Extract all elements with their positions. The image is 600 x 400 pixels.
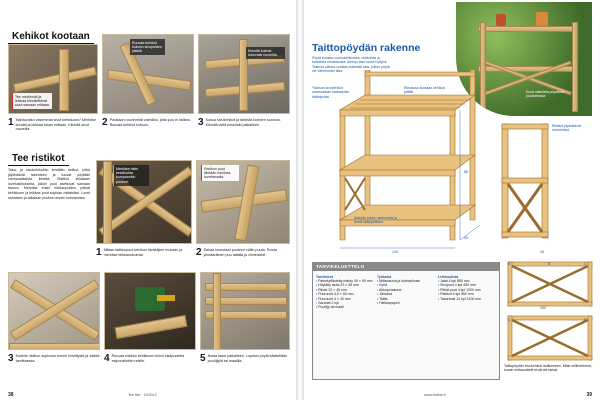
note-3: Ristikot jäykistävät sivukehikot. — [552, 124, 581, 133]
list-item: • Kynä — [377, 283, 435, 287]
list-item: • Akkuporakone — [377, 288, 435, 292]
diagram-title: Taittopöydän rakenne — [312, 42, 421, 54]
label-a: A — [508, 262, 511, 266]
list-item: • Sivupuut 4 kpl 450 mm — [438, 283, 498, 287]
dim-side-width: 45 — [540, 250, 544, 254]
materials-head: Tarvikkeet — [316, 274, 334, 279]
step-text: Nosta tasot paikalleen. Lopuksi pöytä käsitellään puuöljyllä tai maalilla. — [207, 354, 288, 363]
intro-text: Pöytä koostuu runkokehikoista, ristikoista ja kahdesta rimatasosta. Alempi taso toimii hyllynä. Taittuva yläosa voidaan kääntää alas, jolloin pöytä vie vähemmän tilaa. — [312, 56, 390, 73]
materials-list — [312, 262, 500, 380]
section-title-frames: Kehikot kootaan — [8, 30, 94, 44]
list-item: • Saranat 2 kpl — [316, 301, 374, 305]
step-top-3 — [198, 118, 290, 128]
step-top-2 — [102, 118, 194, 128]
list-item: • Höylätty lauta 22 × 95 mm — [316, 283, 374, 287]
dim-height: 88 — [464, 170, 468, 174]
list-item: • Mittanauha ja kulmaviivain — [377, 279, 435, 283]
photo-lattice-1 — [96, 160, 192, 244]
step-text: Sahaa loveukset puoleen väliin puuta. Poista ylimääräinen puu taltalla ja viimeistele. — [203, 248, 277, 257]
spine-gutter — [296, 0, 304, 400]
side-panels-diagram — [506, 260, 594, 362]
step-bottom-5 — [200, 354, 290, 364]
photo-step-3 — [198, 34, 290, 114]
label-d: D — [508, 318, 511, 322]
note-1: Yläosan sivukehikot saranoidaan taaksepäin kääntyviksi. — [312, 86, 350, 99]
dim-lower-height: 150 — [540, 306, 546, 310]
photo-step-1 — [8, 44, 98, 114]
list-item: • Tasorimat 12 kpl 1200 mm — [438, 297, 498, 301]
callout-1c: Kiinnitä kulmat tukevasti ruuveilla. — [245, 47, 285, 59]
list-item: • Pitkät puut 4 kpl 1200 mm — [438, 288, 498, 292]
step-text: Kokeile ristikon sopivuus ennen kiinnitystä ja säädä tarvittaessa. — [15, 354, 100, 363]
list-item: • Painekyllästetty mänty 45 × 95 mm — [316, 279, 374, 283]
step-number: 3 — [8, 353, 14, 364]
page-number-left: 38 — [8, 392, 14, 398]
list-item: • Jalat 4 kpl 880 mm — [438, 279, 498, 283]
callout-2a: Merkitse ristin keskikohta kumpaankin puuhun. — [113, 165, 149, 186]
section-title-lattice: Tee ristikot — [8, 152, 69, 166]
step-bottom-4 — [104, 354, 196, 364]
step-text: Kokoa sivukehikot ja tarkista kulmien suoruus. Kiinnitä vielä keskituki paikalleen. — [205, 118, 281, 127]
step-number: 1 — [8, 117, 14, 128]
callout-2b: Ristikon puut liitetään toisiinsa lovettamalla. — [201, 165, 239, 181]
label-c: C — [584, 262, 587, 266]
step-text: Mahtuvatko vasemmat sivut kehikkoon? Merkitse kohdat ja leikkaa tasan mittaan. Kiinnitä sivut ruuveilla. — [15, 118, 96, 132]
list-item: • Hiekkapaperi — [377, 301, 435, 305]
dim-width: 120 — [392, 250, 398, 254]
callout-1a: Tee merkinnät ja leikkaa kiinnitettävät sivut samaan mittaan. — [12, 93, 52, 109]
list-item: • Puuruuvit 4,5 × 60 mm — [316, 292, 374, 296]
step-number: 2 — [102, 117, 108, 128]
step-text: Mittaa ristikkopuut kehikon lävistäjien mukaan ja merkitse leikkauskulmat. — [103, 248, 183, 257]
step-text: Ruuvaa ristikko kehikkoon kiinni sisäpuolelta esiporattuihin reikiin. — [111, 354, 185, 363]
photo-lattice-5 — [200, 272, 290, 350]
side-lattice-diagram — [500, 122, 550, 240]
tools-head: Työkalut — [377, 274, 392, 279]
cut-list-column — [438, 273, 498, 301]
footer-left: Tee itse · 10/2013 — [128, 393, 157, 397]
photo-lattice-3 — [8, 272, 100, 350]
tools-column — [377, 273, 435, 305]
list-item: • Puuöljy tai maali — [316, 305, 374, 309]
body-text: Taka- ja sivukehikoihin tehdään ristikot, jotka jäykistävät rakenteen ja tuovat pöytään vanhanaikaista ilmettä. Ristikot leikataan lovetusliitoksella, jolloin puut asettuvat samaan tasoon. Merkitse ensin ristikkopuiden paikat kehikkoon ja leikkaa puut sopivan mittaisiksi. Lovet sahataan ja taltataan puuhun ennen kokoamista. — [8, 168, 90, 200]
step-number: 2 — [196, 247, 202, 258]
diagram-caption: Taittopöydän sivukehikot ristikoineen. Mitat millimetreinä, kuvan mittasuhteet eivät ole tarkat. — [504, 364, 592, 373]
note-2: Rimataso kootaan kehikon päälle. — [404, 86, 446, 95]
footer-right: www.teeitse.fi — [424, 393, 446, 397]
list-item: • Jiirisaha — [377, 292, 435, 296]
step-number: 4 — [104, 353, 110, 364]
step-bottom-3 — [8, 354, 100, 364]
step-number: 1 — [96, 247, 102, 258]
materials-column — [316, 273, 374, 310]
step-number: 5 — [200, 353, 206, 364]
step-mid-2 — [196, 248, 290, 258]
list-item: • Rimat 22 × 45 mm — [316, 288, 374, 292]
cut-list-head: Leikkuulista — [438, 274, 459, 279]
right-page — [304, 0, 600, 400]
page-number-right: 39 — [586, 392, 592, 398]
photo-lattice-2 — [196, 160, 290, 244]
list-item: • Puuruuvit 4 × 40 mm — [316, 297, 374, 301]
step-text: Porataan ruuvinreiät valmiiksi, jotta puu ei halkea. Ruuvaa kehikot kokoon. — [109, 118, 191, 127]
note-photo: Kuva valmiista pöydästä puutarhassa. — [526, 90, 564, 99]
dim-depth: 55 — [464, 236, 468, 240]
label-b: B — [548, 262, 551, 266]
left-page — [0, 0, 296, 400]
callout-1b: Ruuvaa kehikot kokoon sivupuiden päistä. — [129, 39, 165, 55]
step-number: 3 — [198, 117, 204, 128]
step-top-1 — [8, 118, 98, 132]
materials-list-title: TARVIKELUETTELO — [313, 263, 499, 271]
note-4: Alahylly tukee rakennetta ja toimii säilytystilana. — [354, 216, 397, 225]
photo-step-2 — [102, 34, 194, 114]
list-item: • Ristikot 4 kpl 560 mm — [438, 292, 498, 296]
list-item: • Taltta — [377, 297, 435, 301]
photo-lattice-4 — [104, 272, 196, 350]
step-mid-1 — [96, 248, 192, 258]
label-e: E — [584, 318, 587, 322]
